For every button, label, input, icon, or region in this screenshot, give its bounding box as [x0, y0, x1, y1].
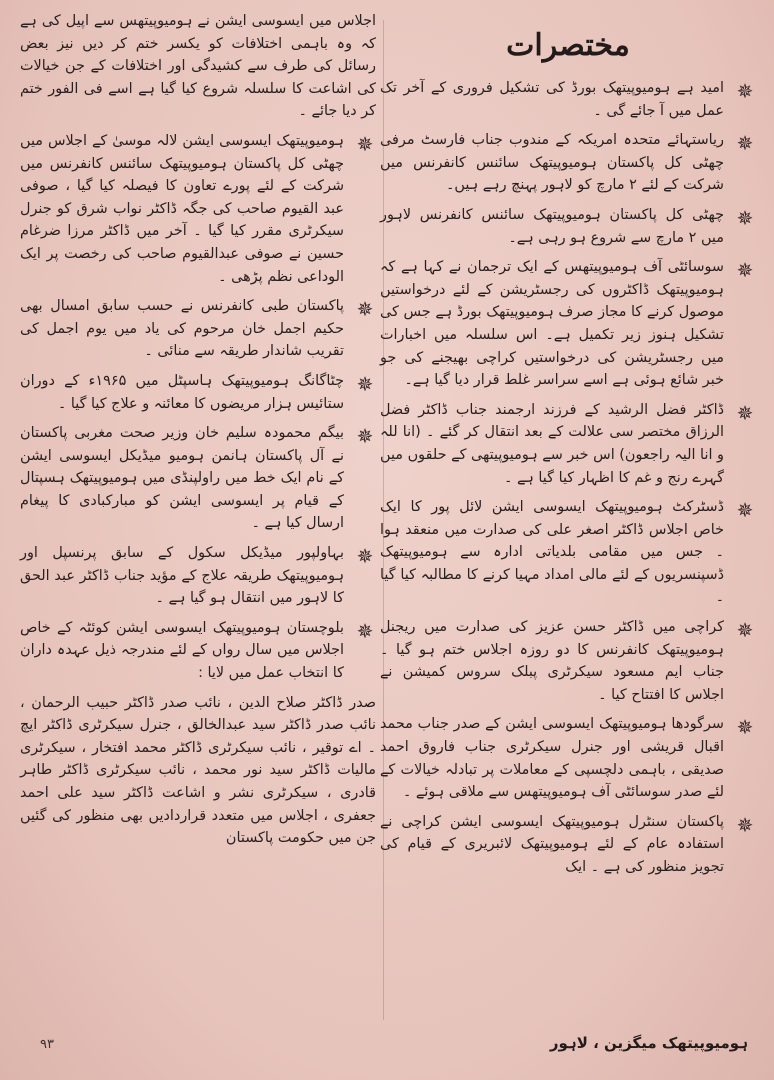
news-item-text: سوسائٹی آف ہومیوپیتھس کے ایک ترجمان نے کہا ہے کہ ہومیوپیتھک ڈاکٹروں کی رجسٹریشن کے لئے درخواستیں موصول کرنے کا مجاز صرف ہومیوپیتھک بورڈ ہے جس کی تشکیل ہنوز زیر تکمیل ہے۔ اس سلسلہ میں اخبارات میں رجسٹریشن کی درخواستیں کراچی بھیجنے کی جو خبر شائع ہوئی ہے اسے سراسر غلط قرار دیا گیا ہے۔ [380, 259, 724, 389]
star-bullet-icon: ✵ [356, 424, 374, 449]
news-item [380, 496, 756, 609]
right-column [380, 10, 756, 886]
star-bullet-icon: ✵ [736, 205, 754, 230]
star-bullet-icon: ✵ [736, 715, 754, 740]
star-bullet-icon: ✵ [736, 812, 754, 837]
news-item-text: ریاستہائے متحدہ امریکہ کے مندوب جناب فارسٹ مرفی چھٹی کل پاکستان ہومیوپیتھک سائنس کانفرنس میں شرکت کے لئے ۲ مارچ کو لاہور پہنچ رہے ہیں۔ [380, 132, 724, 194]
news-item [380, 77, 756, 122]
news-item-text: ڈاکٹر فضل الرشید کے فرزند ارجمند جناب ڈاکٹر فضل الرزاق مختصر سی علالت کے بعد انتقال کر گئے ۔ (انا للہ و انا الیہ راجعون) اس خبر سے ہومیوپیتھی کے حلقوں میں گہرے رنج و غم کا اظہار کیا گیا ہے ۔ [380, 401, 724, 486]
news-item-text: سرگودھا ہومیوپیتھک ایسوسی ایشن کے صدر جناب محمد اقبال قریشی اور جنرل سیکرٹری جناب فاروق احمد صدیقی ، باہمی دلچسپی کے معاملات پر تبادلہ خیالات کے لئے صدر سوسائٹی آف ہومیوپیتھس سے ملاقی ہوئے ۔ [380, 716, 724, 801]
news-item-text: پاکستان سنٹرل ہومیوپیتھک ایسوسی ایشن کراچی نے استفادہ عام کے لئے ہومیوپیتھک لائبریری کے قیام کی تجویز منظور کی ہے ۔ ایک [380, 813, 724, 875]
magazine-name: ہومیوپیتھک میگزین ، لاہور [549, 1034, 748, 1052]
news-item-text: ہومیوپیتھک ایسوسی ایشن لالہ موسیٰ کے اجلاس میں چھٹی کل پاکستان ہومیوپیتھک سائنس کانفرنس میں شرکت کے لئے پورے تعاون کا فیصلہ کیا گیا ، صوفی عبد القیوم صاحب کی جگہ ڈاکٹر نواب شرق کو جنرل سیکرٹری مقرر کیا گیا ۔ آخر میں ڈاکٹر مرزا ضرغام حسین نے صوفی عبدالقیوم صاحب کی رخصت پر ایک الوداعی نظم پڑھی ۔ [20, 132, 344, 285]
news-item-text: چٹاگانگ ہومیوپیتھک ہاسپٹل میں ۱۹۶۵ء کے دوران ستائیس ہزار مریضوں کا معائنہ و علاج کیا گیا ۔ [20, 372, 344, 412]
news-item-text: کراچی میں ڈاکٹر حسن عزیز کی صدارت میں ریجنل ہومیوپیتھک کانفرنس کا دو روزہ اجلاس ختم ہو گیا ۔ جناب ایم مسعود سیکرٹری پبلک سروس کمیشن نے اجلاس کا افتتاح کیا ۔ [380, 619, 724, 703]
star-bullet-icon: ✵ [736, 400, 754, 425]
news-item [20, 617, 376, 685]
news-item-text: امید ہے ہومیوپیتھک بورڈ کی تشکیل فروری کے آخر تک عمل میں آ جائے گی ۔ [380, 80, 724, 119]
news-item [380, 256, 756, 392]
star-bullet-icon: ✵ [736, 258, 754, 283]
office-bearers-list [20, 692, 376, 850]
news-item-text: بلوچستان ہومیوپیتھک ایسوسی ایشن کوئٹہ کے خاص اجلاس میں سال رواں کے لئے مندرجہ ذیل عہدہ داران کا انتخاب عمل میں لایا : [20, 619, 344, 682]
star-bullet-icon: ✵ [356, 371, 374, 396]
star-bullet-icon: ✵ [736, 498, 754, 523]
news-item [20, 295, 376, 363]
continued-paragraph [20, 10, 376, 123]
star-bullet-icon: ✵ [736, 618, 754, 643]
news-item [380, 129, 756, 197]
news-item-text: بیگم محمودہ سلیم خان وزیر صحت مغربی پاکستان نے آل پاکستان ہانمن ہومیو میڈیکل ایسوسی ایشن کے نام ایک خط میں راولپنڈی میں ہومیوپیتھک ہسپتال کے قیام پر ایسوسی ایشن کو مبارکبادی کا پیغام ارسال کیا ہے ۔ [20, 425, 344, 532]
star-bullet-icon: ✵ [356, 131, 374, 156]
star-bullet-icon: ✵ [356, 618, 374, 643]
news-item [20, 542, 376, 610]
news-item [20, 370, 376, 415]
news-item [20, 422, 376, 535]
star-bullet-icon: ✵ [356, 297, 374, 322]
news-item [20, 130, 376, 288]
office-bearers-text: صدر ڈاکٹر صلاح الدین ، نائب صدر ڈاکٹر حبیب الرحمان ، نائب صدر ڈاکٹر سید عبدالخالق ، جنرل سیکرٹری ڈاکٹر ایچ ۔ اے توقیر ، نائب سیکرٹری ڈاکٹر محمد افتخار ، سیکرٹری مالیات ڈاکٹر سید نور محمد ، نائب سیکرٹری ڈاکٹر طاہر قادری ، سیکرٹری نشر و اشاعت ڈاکٹر سید علی احمد جعفری ، اجلاس میں متعدد قراردادیں بھی منظور کی گئیں جن میں حکومت پاکستان [20, 694, 376, 847]
page-number: ۹۳ [40, 1037, 54, 1052]
news-item [380, 713, 756, 803]
star-bullet-icon: ✵ [356, 544, 374, 569]
left-column [20, 10, 376, 857]
news-item-text: ڈسٹرکٹ ہومیوپیتھک ایسوسی ایشن لائل پور کا ایک خاص اجلاس ڈاکٹر اصغر علی کی صدارت میں منعقد ہوا ۔ جس میں مقامی بلدیاتی ادارہ سے ہومیوپیتھک ڈسپنسریوں کے لئے مالی امداد مہیا کرنے کا مطالبہ کیا گیا ۔ [380, 499, 724, 606]
news-item [380, 811, 756, 879]
continued-paragraph-text: اجلاس میں ایسوسی ایشن نے ہومیوپیتھس سے اپیل کی ہے کہ وہ باہمی اختلافات کو یکسر ختم کر دیں نیز بعض رسائل کی طرف سے کشیدگی اور اختلافات کے جن خیالات کی اشاعت کا سلسلہ شروع کیا گیا ہے اسے فی الفور ختم کر دیا جائے ۔ [20, 13, 376, 120]
star-bullet-icon: ✵ [736, 79, 754, 103]
news-item [380, 616, 756, 706]
news-item [380, 204, 756, 249]
news-item-text: پاکستان طبی کانفرنس نے حسب سابق امسال بھی حکیم اجمل خان مرحوم کی یاد میں یوم اجمل کی تقریب شاندار طریقہ سے منائی ۔ [20, 298, 344, 360]
section-title: مختصرات [506, 28, 630, 63]
news-item-text: چھٹی کل پاکستان ہومیوپیتھک سائنس کانفرنس لاہور میں ۲ مارچ سے شروع ہو رہی ہے۔ [380, 206, 724, 246]
news-item [380, 399, 756, 489]
star-bullet-icon: ✵ [736, 131, 754, 156]
news-item-text: بہاولپور میڈیکل سکول کے سابق پرنسپل اور ہومیوپیتھک طریقہ علاج کے مؤید جناب ڈاکٹر عبد الحق کا لاہور میں انتقال ہو گیا ہے ۔ [20, 545, 344, 607]
